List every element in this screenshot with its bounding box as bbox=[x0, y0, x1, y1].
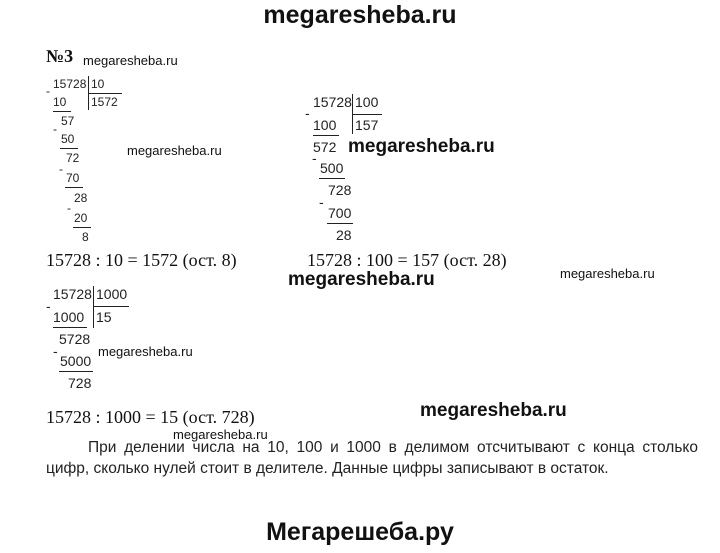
division-2-result: 15728 : 100 = 157 (ост. 28) bbox=[307, 250, 507, 270]
dividend: 15728 bbox=[53, 286, 92, 302]
step: 20 bbox=[74, 211, 88, 225]
step: 57 bbox=[61, 114, 75, 128]
divisor: 100 bbox=[355, 94, 379, 110]
minus-sign: - bbox=[53, 122, 57, 136]
header-site-title: megaresheba.ru bbox=[263, 1, 457, 29]
minus-sign: - bbox=[46, 84, 50, 98]
step: 728 bbox=[68, 375, 92, 391]
task-number: №3 bbox=[46, 46, 74, 66]
watermark: megaresheba.ru bbox=[127, 143, 222, 158]
step: 10 bbox=[53, 95, 67, 109]
quotient: 15 bbox=[96, 309, 112, 325]
minus-sign: - bbox=[53, 343, 58, 359]
watermark: megaresheba.ru bbox=[420, 400, 567, 421]
watermark: megaresheba.ru bbox=[348, 136, 495, 157]
step: 572 bbox=[313, 139, 337, 155]
step: 28 bbox=[74, 191, 88, 205]
step: 500 bbox=[320, 160, 344, 176]
watermark: megaresheba.ru bbox=[98, 344, 193, 359]
step: 5728 bbox=[59, 331, 91, 347]
division-1-result: 15728 : 10 = 1572 (ост. 8) bbox=[46, 250, 237, 270]
step: 728 bbox=[328, 182, 352, 198]
quotient: 1572 bbox=[91, 95, 118, 109]
step: 70 bbox=[66, 171, 80, 185]
step: 1000 bbox=[53, 309, 85, 325]
minus-sign: - bbox=[305, 105, 310, 121]
divisor: 1000 bbox=[96, 286, 128, 302]
divisor: 10 bbox=[91, 77, 105, 91]
footer-site-title: Мегарешеба.ру bbox=[266, 518, 454, 546]
watermark: megaresheba.ru bbox=[173, 427, 268, 442]
watermark: megaresheba.ru bbox=[560, 266, 655, 281]
minus-sign: - bbox=[319, 194, 324, 210]
minus-sign: - bbox=[59, 162, 63, 176]
step: 50 bbox=[61, 132, 75, 146]
step: 28 bbox=[336, 227, 352, 243]
minus-sign: - bbox=[312, 150, 317, 166]
step: 100 bbox=[313, 117, 337, 133]
division-3-result: 15728 : 1000 = 15 (ост. 728) bbox=[46, 407, 255, 427]
step: 5000 bbox=[60, 353, 92, 369]
step: 700 bbox=[328, 205, 352, 221]
step: 72 bbox=[66, 151, 80, 165]
minus-sign: - bbox=[46, 298, 51, 314]
watermark: megaresheba.ru bbox=[288, 269, 435, 290]
dividend: 15728 bbox=[53, 77, 87, 91]
quotient: 157 bbox=[355, 117, 379, 133]
step: 8 bbox=[82, 230, 89, 244]
minus-sign: - bbox=[67, 201, 71, 215]
dividend: 15728 bbox=[313, 94, 352, 110]
explanation-text: При делении числа на 10, 100 и 1000 в делимом отсчитывают с конца столько цифр, сколько нулей стоит в делителе. Данные цифры записывают в остаток. bbox=[46, 439, 698, 477]
watermark: megaresheba.ru bbox=[83, 53, 178, 68]
